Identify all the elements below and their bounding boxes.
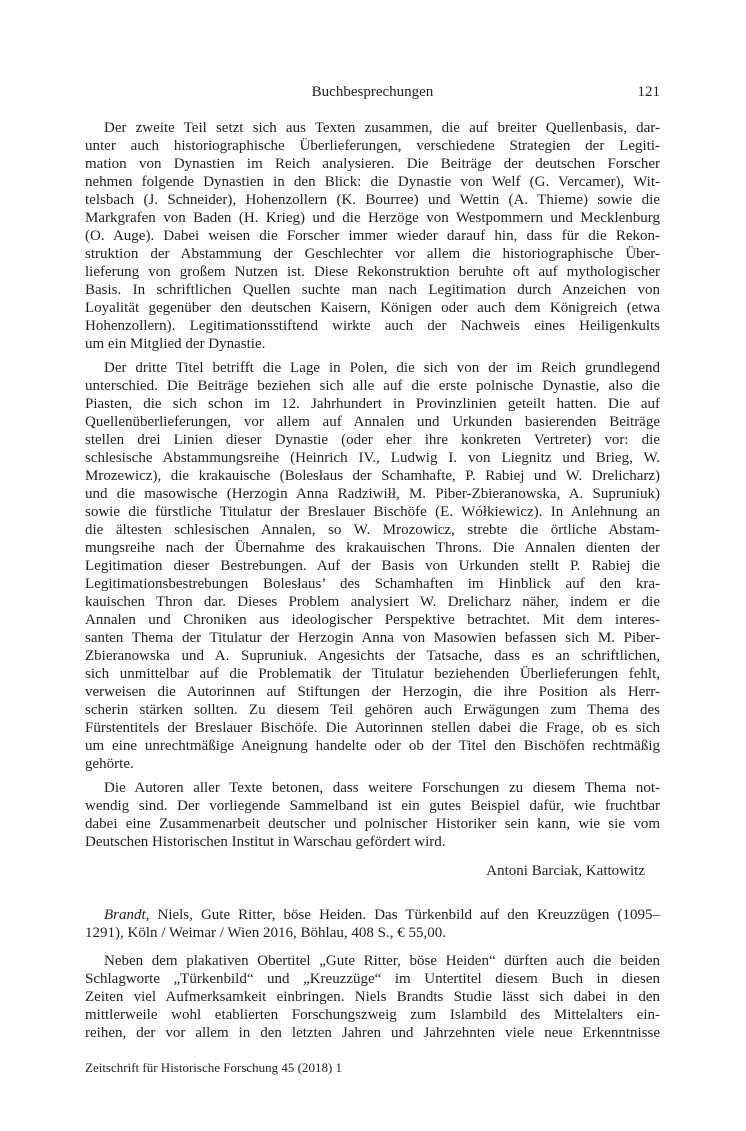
text-line: mittlerweile wohl etablierten Forschungszweig zum Islambild des Mittelalters ein- (85, 1007, 660, 1023)
text-line: telsbach (J. Schneider), Hohenzollern (K. Bourree) und Wettin (A. Thieme) sowie die (85, 192, 660, 208)
text-line: sowie die fürstliche Titulatur der Breslauer Bischöfe (E. Wółkiewicz). In Anlehnung an (85, 504, 660, 520)
text-line: schlesische Abstammungsreihe (Heinrich IV., Ludwig I. von Liegnitz und Brieg, W. (85, 450, 660, 466)
text-line: Markgrafen von Baden (H. Krieg) und die Herzöge von Westpommern und Mecklenburg (85, 210, 660, 226)
book-review (85, 906, 660, 1048)
text-line: Quellenüberlieferungen, vor allem auf Annalen und Urkunden basierenden Beiträge (85, 414, 660, 430)
text-line: gehörte. (85, 756, 134, 772)
text-line: nehmen folgende Dynastien in den Blick: die Dynastie von Welf (G. Vercamer), Wit- (85, 174, 660, 190)
text-line: Hohenzollern). Legitimationsstiftend wirkte auch der Nachweis eines Heiligenkults (85, 318, 660, 334)
paragraph (85, 119, 660, 353)
text-line: Neben dem plakativen Obertitel „Gute Ritter, böse Heiden“ dürften auch die beiden (104, 953, 660, 969)
text-line: 1291), Köln / Weimar / Wien 2016, Böhlau, 408 S., € 55,00. (85, 925, 446, 941)
text-line: Legitimation dieser Bestrebungen. Auf der Basis von Urkunden stellt P. Rabiej die (85, 558, 660, 574)
text-line: scherin stärken sollten. Zu diesem Teil gehören auch Erwägungen zum Thema des (85, 702, 660, 718)
text-line: verweisen die Autorinnen auf Stiftungen der Herzogin, die ihre Position als Herr- (85, 684, 660, 700)
text-line: (O. Auge). Dabei weisen die Forscher immer wieder darauf hin, dass für die Rekon- (85, 228, 660, 244)
text-line: und die masowische (Herzogin Anna Radziwiłł, M. Piber-Zbieranowska, A. Supruniuk) (85, 486, 660, 502)
text-line: santen Thema der Titulatur der Herzogin Anna von Masowien befassen sich M. Piber- (85, 630, 660, 646)
text-line: wendig sind. Der vorliegende Sammelband ist ein gutes Beispiel dafür, wie fruchtbar (85, 798, 660, 814)
book-citation (85, 906, 660, 942)
paragraph (85, 952, 660, 1042)
text-line: Fürstentitels der Breslauer Bischöfe. Die Autorinnen stellen dabei die Frage, ob es sich (85, 720, 660, 736)
text-line: dabei eine Zusammenarbeit deutscher und polnischer Historiker sein kann, wie sie vom (85, 816, 660, 832)
page-header (85, 83, 660, 101)
text-line: kauischen Thron dar. Dieses Problem analysiert W. Drelicharz näher, indem er die (85, 594, 660, 610)
text-line: lieferung von großem Nutzen ist. Diese Rekonstruktion beruhte oft auf mythologischer (85, 264, 660, 280)
text-line: Schlagworte „Türkenbild“ und „Kreuzzüge“ im Untertitel diesem Buch in diesen (85, 971, 660, 987)
text-line: Die Autoren aller Texte betonen, dass weitere Forschungen zu diesem Thema not- (104, 780, 660, 796)
text-line: Loyalität gegenüber den deutschen Kaisern, Königen oder auch dem Königreich (etwa (85, 300, 660, 316)
text-line: sich unmittelbar auf die Problematik der Titulatur beziehenden Überlieferungen fehlt, (85, 666, 660, 682)
paragraph (85, 359, 660, 773)
paragraph (85, 779, 660, 851)
text-line: Annalen und Chroniken aus ideologischer Perspektive betrachtet. Mit dem interes- (85, 612, 660, 628)
text-line: mation von Dynastien im Reich analysieren. Die Beiträge der deutschen Forscher (85, 156, 660, 172)
review-conclusion (85, 119, 660, 880)
running-title: Buchbesprechungen (311, 84, 434, 100)
text-line: Basis. In schriftlichen Quellen suchte man nach Legitimation durch Anzeichen von (85, 282, 660, 298)
text-line: Zeiten viel Aufmerksamkeit einbringen. Niels Brandts Studie lässt sich dabei in den (85, 989, 660, 1005)
text-line: stellen drei Linien dieser Dynastie (oder eher ihre konkreten Vertreter) vor: die (85, 432, 660, 448)
text-line: mungsreihe nach der Übernahme des krakauischen Throns. Die Annalen dienten der (85, 540, 660, 556)
text-line: Der zweite Teil setzt sich aus Texten zusammen, die auf breiter Quellenbasis, dar- (104, 120, 660, 136)
text-line: um eine unrechtmäßige Aneignung handelte oder ob der Titel den Bischöfen rechtmäßig (85, 738, 660, 754)
text-line (85, 906, 660, 924)
text-line: Der dritte Titel betrifft die Lage in Polen, die sich von der im Reich grundlegend (104, 360, 660, 376)
text-line: reihen, der vor allem in den letzten Jahren und Jahrzehnten viele neue Erkenntnisse (85, 1025, 660, 1041)
author-surname: Brandt (104, 907, 146, 923)
citation-text: , Niels, Gute Ritter, böse Heiden. Das Türkenbild auf den Kreuzzügen (1095– (145, 907, 660, 923)
text-line: Zbieranowska und A. Supruniuk. Angesichts der Tatsache, dass es an schriftlichen, (85, 648, 660, 664)
text-line: Legitimationsbestrebungen Bolesłaus’ des Schamhaften im Hinblick auf den kra- (85, 576, 660, 592)
journal-footer: Zeitschrift für Historische Forschung 45 (2018) 1 (85, 1060, 343, 1075)
text-line: Piasten, die sich schon im 12. Jahrhundert in Provinzlinien geteilt hatten. Die auf (85, 396, 660, 412)
text-line: struktion der Abstammung der Geschlechter vor allem die historiographische Über- (85, 246, 660, 262)
page-number: 121 (637, 84, 660, 100)
text-line: um ein Mitglied der Dynastie. (85, 336, 266, 352)
text-line: die ältesten schlesischen Annalen, so W. Mrozowicz, strebte die örtliche Abstam- (85, 522, 660, 538)
reviewer-signature: Antoni Barciak, Kattowitz (486, 863, 645, 879)
text-line: Mrozewicz), die krakauische (Bolesłaus der Schamhafte, P. Rabiej und W. Drelicharz) (85, 468, 660, 484)
text-line: unterschied. Die Beiträge beziehen sich alle auf die erste polnische Dynastie, also die (85, 378, 660, 394)
text-line: Deutschen Historischen Institut in Warschau gefördert wird. (85, 834, 446, 850)
text-line: unter auch historiographische Überlieferungen, verschiedene Strategien der Legiti- (85, 138, 660, 154)
